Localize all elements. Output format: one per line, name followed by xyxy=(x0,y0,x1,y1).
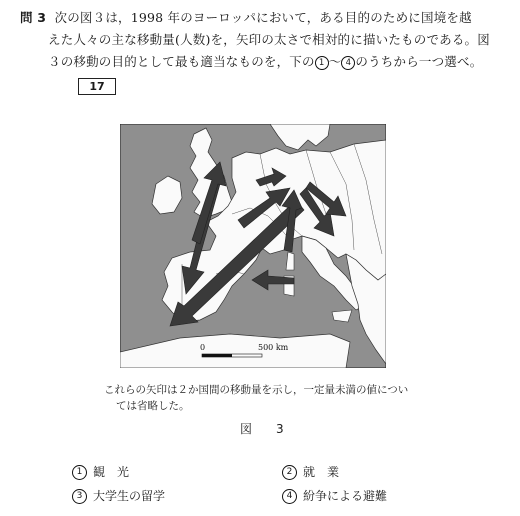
europe-migration-map xyxy=(120,124,386,368)
option-text: 紛争による避難 xyxy=(303,489,388,503)
question-text-2: えた人々の主な移動量(人数)を，矢印の太さで相対的に描いたものである。図 xyxy=(48,32,490,47)
circled-number: 4 xyxy=(341,56,355,70)
question-number: 問 3 xyxy=(20,10,47,25)
map-svg xyxy=(120,124,386,368)
option-2[interactable] xyxy=(282,464,339,480)
answer-number-box: 17 xyxy=(78,78,116,95)
question-text-3b: 〜 xyxy=(328,54,342,69)
question-text-1: 次の図３は，1998 年のヨーロッパにおいて，ある目的のために国境を越 xyxy=(54,10,472,25)
option-4[interactable] xyxy=(282,488,387,504)
circled-number: 1 xyxy=(315,56,329,70)
option-number: 3 xyxy=(72,489,87,504)
option-3[interactable] xyxy=(72,488,165,504)
question-text-3a: ３の移動の目的として最も適当なものを，下の xyxy=(48,54,315,69)
option-text: 大学生の留学 xyxy=(93,489,166,503)
scale-distance-label: 500 km xyxy=(258,343,289,352)
option-number: 4 xyxy=(282,489,297,504)
question-text-3c: のうちから一つ選べ。 xyxy=(355,54,483,69)
option-text: 観 光 xyxy=(93,465,130,479)
option-text: 就 業 xyxy=(303,465,340,479)
option-number: 1 xyxy=(72,465,87,480)
option-number: 2 xyxy=(282,465,297,480)
option-1[interactable] xyxy=(72,464,129,480)
figure-label: 図 3 xyxy=(240,422,290,436)
map-caption-line-2: ては省略した。 xyxy=(116,400,190,412)
map-caption-line-1: これらの矢印は２か国間の移動量を示し，一定量未満の値につい xyxy=(104,384,409,396)
question-line-2 xyxy=(48,32,490,48)
scale-zero-label: 0 xyxy=(200,343,206,352)
question-line-1 xyxy=(20,10,472,26)
question-line-3 xyxy=(48,54,482,70)
